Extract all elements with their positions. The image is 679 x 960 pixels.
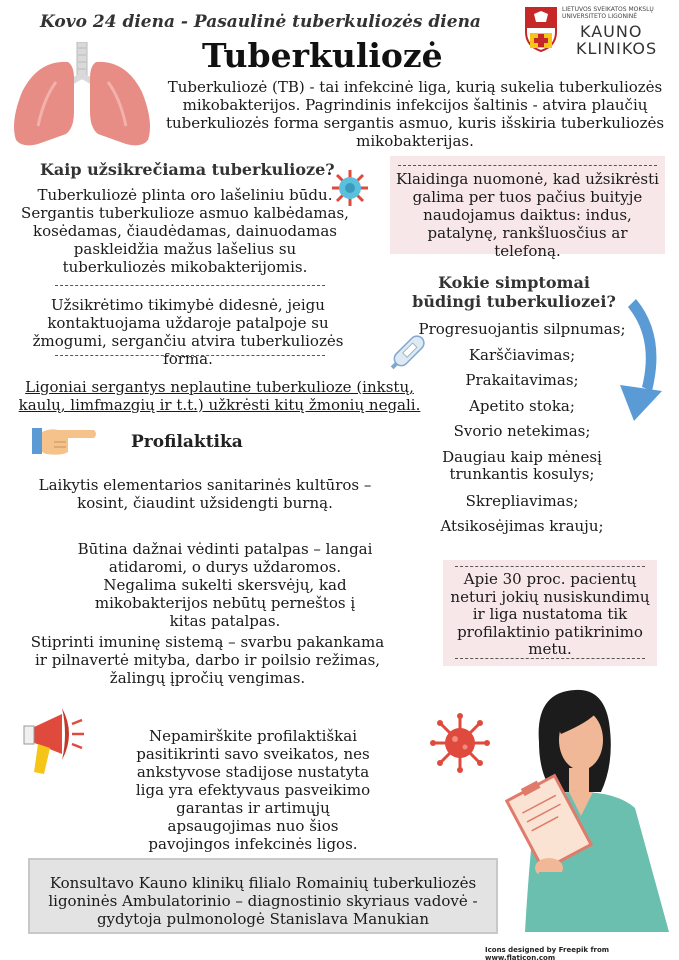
list-item: Atsikosėjimas krauju; (440, 517, 604, 535)
event-line: Kovo 24 diena - Pasaulinė tuberkuliozės diena (40, 12, 481, 32)
virus-icon (430, 713, 490, 773)
myth-text: Klaidinga nuomonė, kad užsikrėsti galima per tuos pačius buityje naudojamus daiktus: indus, patalynę, rankšluosčius ar telefoną. (396, 170, 659, 260)
lungs-icon (8, 42, 156, 150)
myth-box (390, 156, 665, 260)
consultant-text: Konsultavo Kauno klinikų filialo Romainių tuberkuliozės ligoninės Ambulatorinio – diagnostinio skyriaus vadovė - gydytoja pulmonologė Stanislava Manukian (48, 874, 478, 928)
divider (455, 658, 645, 659)
nurse-illustration (505, 682, 679, 940)
prevention-item-2: Būtina dažnai vėdinti patalpas – langai atidaromi, o durys uždaromos. Negalima sukelti skersvėjų, kad mikobakterijos nebūtų perneštos į kitas patalpas. (77, 540, 373, 630)
page-title: Tuberkuliozė (202, 36, 443, 75)
prevention-heading: Profilaktika (131, 432, 243, 452)
pointing-hand-icon (32, 422, 98, 458)
symptoms-heading: Kokie simptomai būdingi tuberkuliozei? (412, 273, 616, 311)
hospital-logo-icon (524, 6, 558, 52)
reminder-text: Nepamirškite profilaktiškai pasitikrinti savo sveikatos, nes ankstyvose stadijose nustatyta liga yra efektyvaus pasveikimo garantas ir artimųjų apsaugojimas nuo šios pavojingos infekcinės ligos. (135, 727, 371, 853)
divider (55, 355, 325, 356)
logo-name-1: KAUNO (580, 22, 643, 41)
stat-text: Apie 30 proc. pacientų neturi jokių nusiskundimų ir liga nustatoma tik profilaktinio patikrinimo metu. (450, 570, 650, 658)
list-item: Prakaitavimas; (465, 371, 579, 389)
list-item: Svorio netekimas; (453, 422, 591, 440)
transmission-paragraph-3: Ligoniai sergantys neplautine tuberkulioze (inkstų, kaulų, limfmazgių ir t.t.) užkrėsti kitų žmonių negali. (18, 378, 421, 414)
list-item: Progresuojantis silpnumas; (418, 320, 626, 338)
icon-credit: Icons designed by Freepik from www.flaticon.com (485, 946, 610, 960)
list-item: Skrepliavimas; (465, 491, 579, 510)
list-item: Daugiau kaip mėnesį trunkantis kosulys; (442, 447, 602, 483)
logo-subtitle-1: LIETUVOS SVEIKATOS MOKSLŲ (562, 6, 654, 13)
stat-box (443, 560, 657, 666)
transmission-paragraph-2: Užsikrėtimo tikimybė didesnė, jeigu kontaktuojama uždaroje patalpoje su žmogumi, sergančiu atvira tuberkuliozės forma. (32, 296, 344, 368)
logo-subtitle-2: UNIVERSITETO LIGONINĖ (562, 13, 638, 20)
intro-paragraph: Tuberkuliozė (TB) - tai infekcinė liga, kurią sukelia tuberkuliozės mikobakterijos. Pagrindinis infekcijos šaltinis - atvira plaučių tuberkuliozės forma sergantis asmuo, kuris išskiria tuberkuliozės mikobakterijas. (165, 78, 665, 150)
symptom-list (412, 317, 632, 540)
megaphone-icon (22, 702, 92, 782)
transmission-paragraph-1: Tuberkuliozė plinta oro lašeliniu būdu. Sergantis tuberkulioze asmuo kalbėdamas, kosėdamas, čiaudėdamas, dainuodamas paskleidžia mažus lašelius su tuberkuliozės mikobakterijomis. (21, 186, 349, 276)
list-item: Karščiavimas; (468, 345, 576, 364)
curved-arrow-icon (600, 295, 670, 423)
logo-name-2: KLINIKOS (576, 39, 658, 58)
divider (55, 285, 325, 286)
prevention-item-3: Stiprinti imuninę sistemą – svarbu pakankama ir pilnavertė mityba, darbo ir poilsio režimas, žalingų įpročių vengimas. (30, 633, 385, 687)
divider (455, 566, 645, 567)
consultant-box (28, 858, 498, 934)
transmission-heading: Kaip užsikrečiama tuberkulioze? (40, 160, 335, 179)
list-item: Apetito stoka; (469, 396, 575, 415)
hospital-logo (524, 6, 674, 56)
prevention-item-1: Laikytis elementarios sanitarinės kultūros – kosint, čiaudint užsidengti burną. (38, 476, 372, 512)
divider (398, 165, 657, 166)
